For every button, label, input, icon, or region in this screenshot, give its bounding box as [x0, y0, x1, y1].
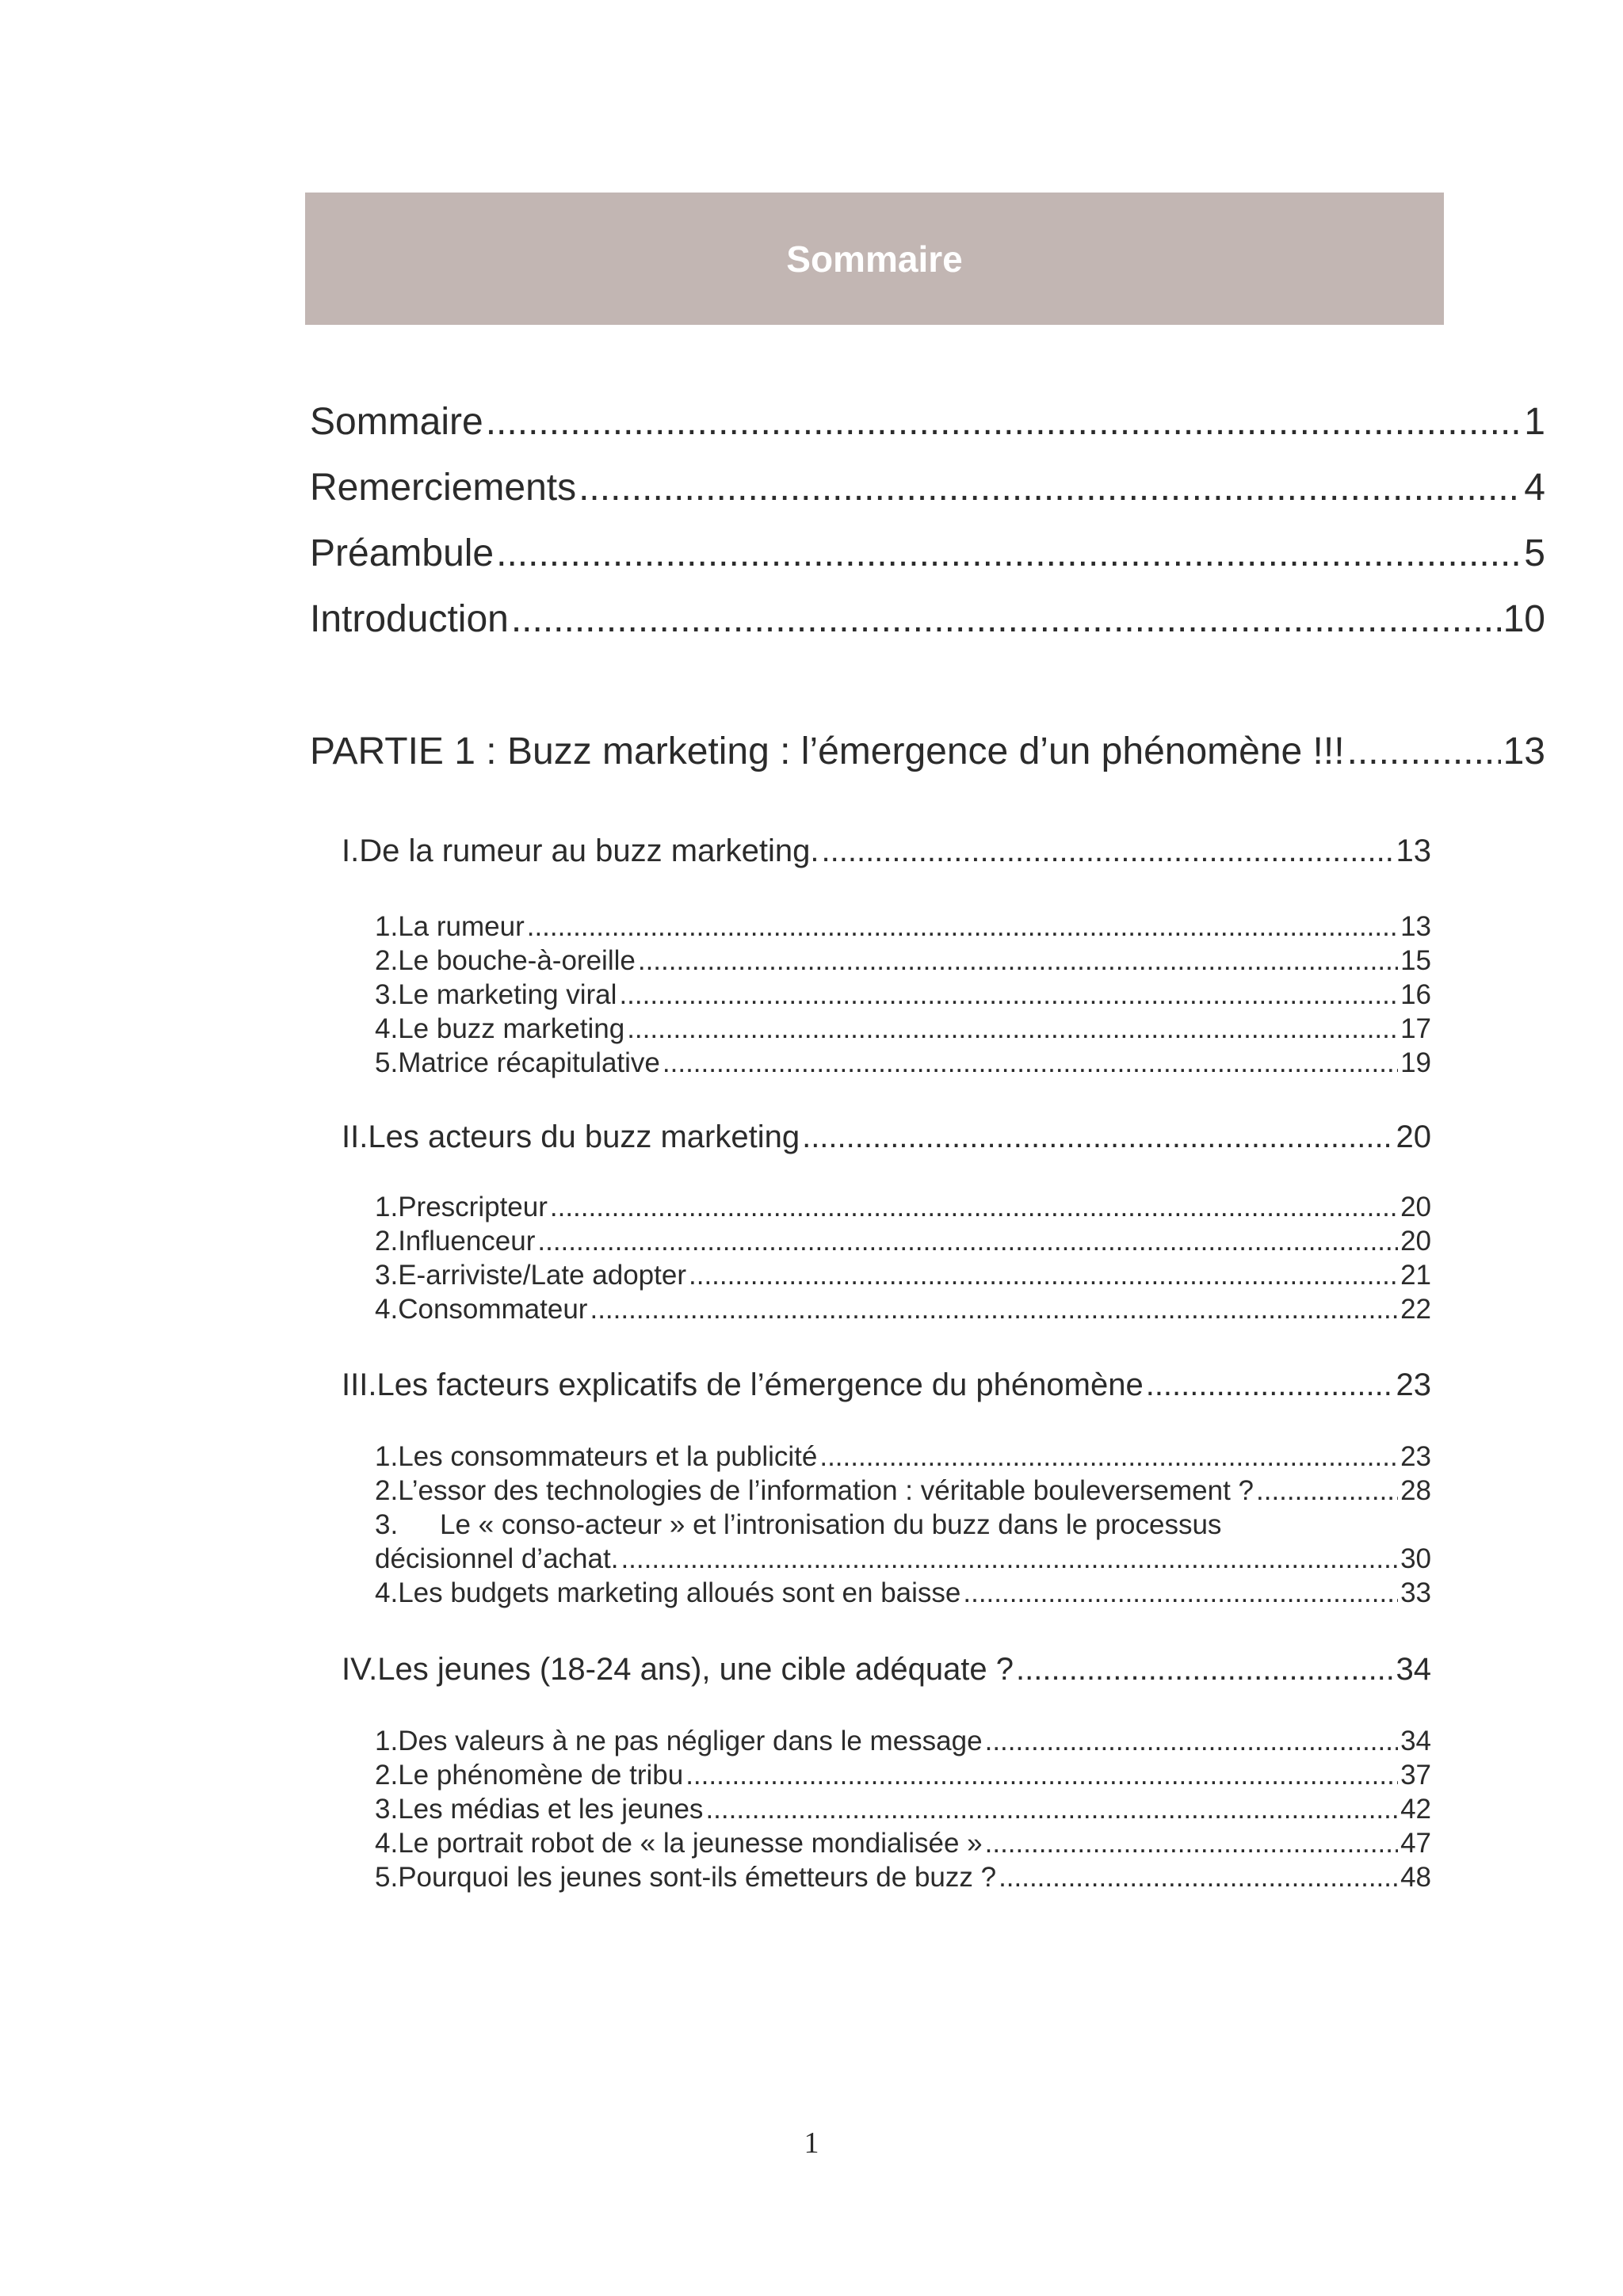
toc-entry-page: 5 — [1524, 532, 1545, 574]
section-number: III. — [342, 1367, 377, 1402]
item-number: 1. — [375, 911, 399, 942]
dot-leader — [1146, 1367, 1394, 1403]
item-page: 20 — [1400, 1226, 1431, 1257]
toc-item-continuation[interactable] — [375, 1543, 1431, 1575]
dot-leader — [590, 1294, 1398, 1325]
section-label: Les acteurs du buzz marketing — [368, 1119, 800, 1154]
toc-item[interactable] — [375, 1760, 1431, 1791]
item-page: 22 — [1400, 1294, 1431, 1325]
section-label: Les jeunes (18-24 ans), une cible adéquate ? — [377, 1652, 1014, 1687]
dot-leader — [999, 1862, 1398, 1894]
dot-leader — [496, 532, 1522, 575]
toc-item[interactable] — [375, 1475, 1431, 1507]
dot-leader — [627, 1013, 1398, 1045]
toc-item[interactable] — [375, 911, 1431, 943]
item-label: Les médias et les jeunes — [398, 1794, 704, 1825]
item-page: 28 — [1400, 1475, 1431, 1506]
toc-entry[interactable] — [310, 466, 1545, 509]
dot-leader — [1347, 730, 1501, 773]
dot-leader — [621, 1543, 1398, 1575]
item-number: 5. — [375, 1862, 399, 1893]
toc-entry-page: 4 — [1524, 467, 1545, 509]
dot-leader — [1256, 1475, 1398, 1507]
toc-item[interactable] — [375, 1577, 1431, 1609]
item-label: Matrice récapitulative — [398, 1047, 660, 1078]
item-number: 4. — [375, 1294, 399, 1325]
dot-leader — [537, 1226, 1398, 1257]
toc-item[interactable] — [375, 1794, 1431, 1825]
item-label: Des valeurs à ne pas négliger dans le message — [398, 1726, 983, 1756]
item-number: 5. — [375, 1047, 399, 1078]
item-number: 4. — [375, 1577, 399, 1608]
toc-entry-label: Préambule — [310, 532, 495, 574]
toc-item[interactable] — [375, 979, 1431, 1011]
toc-item[interactable] — [375, 1862, 1431, 1894]
toc-item[interactable] — [375, 1260, 1431, 1291]
item-label: Consommateur — [398, 1294, 588, 1325]
item-label: Pourquoi les jeunes sont-ils émetteurs de buzz ? — [398, 1862, 997, 1893]
section-number: I. — [342, 833, 360, 868]
dot-leader — [802, 1119, 1393, 1155]
toc-entry-page: 10 — [1503, 598, 1545, 640]
item-number: 1. — [375, 1192, 399, 1222]
toc-section-entry[interactable] — [342, 1652, 1431, 1688]
toc-item[interactable] — [375, 945, 1431, 977]
item-label: Les consommateurs et la publicité — [398, 1441, 818, 1472]
item-label: La rumeur — [398, 911, 525, 942]
item-number: 3. — [375, 1509, 399, 1540]
dot-leader — [486, 400, 1522, 444]
dot-leader — [985, 1828, 1398, 1859]
item-label: Influenceur — [398, 1226, 536, 1257]
dot-leader — [638, 945, 1398, 977]
section-page: 23 — [1396, 1367, 1431, 1402]
toc-item[interactable] — [375, 1047, 1431, 1079]
toc-entry-label: Introduction — [310, 598, 509, 640]
item-number: 1. — [375, 1441, 399, 1472]
toc-item[interactable] — [375, 1013, 1431, 1045]
toc-item[interactable] — [375, 1441, 1431, 1473]
toc-item[interactable] — [375, 1294, 1431, 1325]
item-label: Le bouche-à-oreille — [398, 945, 636, 976]
dot-leader — [963, 1577, 1398, 1609]
page-number: 1 — [804, 2126, 819, 2160]
page-title: Sommaire — [786, 238, 963, 280]
section-number: II. — [342, 1119, 369, 1154]
toc-entry-label: Remerciements — [310, 467, 577, 509]
item-label: Le marketing viral — [398, 979, 617, 1010]
dot-leader — [819, 1441, 1398, 1473]
dot-leader — [550, 1192, 1398, 1223]
toc-item[interactable] — [375, 1726, 1431, 1757]
section-page: 20 — [1396, 1119, 1431, 1154]
item-number: 3. — [375, 979, 399, 1010]
toc-section-entry[interactable] — [342, 1119, 1431, 1155]
toc-part-entry[interactable] — [310, 730, 1545, 773]
item-page: 15 — [1400, 945, 1431, 976]
item-page: 30 — [1400, 1543, 1431, 1574]
item-number: 2. — [375, 1475, 399, 1506]
item-number: 4. — [375, 1828, 399, 1859]
toc-item[interactable] — [375, 1828, 1431, 1859]
item-page: 13 — [1400, 911, 1431, 942]
dot-leader — [663, 1047, 1398, 1079]
item-page: 47 — [1400, 1828, 1431, 1859]
dot-leader — [511, 597, 1501, 641]
item-label: L’essor des technologies de l’information : véritable bouleversement ? — [398, 1475, 1254, 1506]
title-banner — [305, 193, 1444, 325]
item-page: 20 — [1400, 1192, 1431, 1222]
item-number: 1. — [375, 1726, 399, 1756]
item-number: 2. — [375, 1226, 399, 1257]
dot-leader — [822, 833, 1394, 869]
section-number: IV. — [342, 1652, 378, 1687]
item-number: 2. — [375, 1760, 399, 1791]
item-number: 2. — [375, 945, 399, 976]
toc-entry-label: Sommaire — [310, 401, 483, 443]
toc-entry-page: 1 — [1524, 401, 1545, 443]
dot-leader — [985, 1726, 1398, 1757]
section-label: Les facteurs explicatifs de l’émergence du phénomène — [376, 1367, 1144, 1402]
section-label: De la rumeur au buzz marketing. — [359, 833, 819, 868]
item-number: 4. — [375, 1013, 399, 1044]
dot-leader — [705, 1794, 1398, 1825]
item-page: 42 — [1400, 1794, 1431, 1825]
item-label: Le buzz marketing — [398, 1013, 625, 1044]
dot-leader — [579, 466, 1522, 509]
section-page: 13 — [1396, 833, 1431, 868]
item-label: Le portrait robot de « la jeunesse mondialisée » — [398, 1828, 983, 1859]
item-label-continuation: décisionnel d’achat. — [375, 1543, 619, 1574]
item-page: 21 — [1400, 1260, 1431, 1291]
dot-leader — [619, 979, 1398, 1011]
item-page: 17 — [1400, 1013, 1431, 1044]
toc-item[interactable] — [375, 1226, 1431, 1257]
item-label: Prescripteur — [398, 1192, 548, 1222]
item-page: 48 — [1400, 1862, 1431, 1893]
toc-part-label: PARTIE 1 : Buzz marketing : l’émergence d’un phénomène !!! — [310, 730, 1345, 772]
toc-item[interactable] — [375, 1192, 1431, 1223]
toc-entry[interactable] — [310, 597, 1545, 641]
item-page: 16 — [1400, 979, 1431, 1010]
toc-section-entry[interactable] — [342, 833, 1431, 869]
item-number: 3. — [375, 1794, 399, 1825]
toc-entry[interactable] — [310, 532, 1545, 575]
item-number: 3. — [375, 1260, 399, 1291]
item-label: Le « conso-acteur » et l’intronisation du buzz dans le processus — [440, 1509, 1222, 1540]
dot-leader — [689, 1260, 1398, 1291]
section-page: 34 — [1396, 1652, 1431, 1687]
toc-entry[interactable] — [310, 400, 1545, 444]
toc-section-entry[interactable] — [342, 1367, 1431, 1403]
dot-leader — [685, 1760, 1398, 1791]
item-label: E-arriviste/Late adopter — [398, 1260, 686, 1291]
item-page: 19 — [1400, 1047, 1431, 1078]
item-page: 23 — [1400, 1441, 1431, 1472]
item-label: Les budgets marketing alloués sont en baisse — [398, 1577, 961, 1608]
toc-part-page: 13 — [1503, 730, 1545, 772]
item-label: Le phénomène de tribu — [398, 1760, 684, 1791]
item-page: 33 — [1400, 1577, 1431, 1608]
item-page: 37 — [1400, 1760, 1431, 1791]
dot-leader — [527, 911, 1398, 943]
item-page: 34 — [1400, 1726, 1431, 1756]
toc-item[interactable] — [375, 1509, 1431, 1541]
dot-leader — [1016, 1652, 1393, 1688]
